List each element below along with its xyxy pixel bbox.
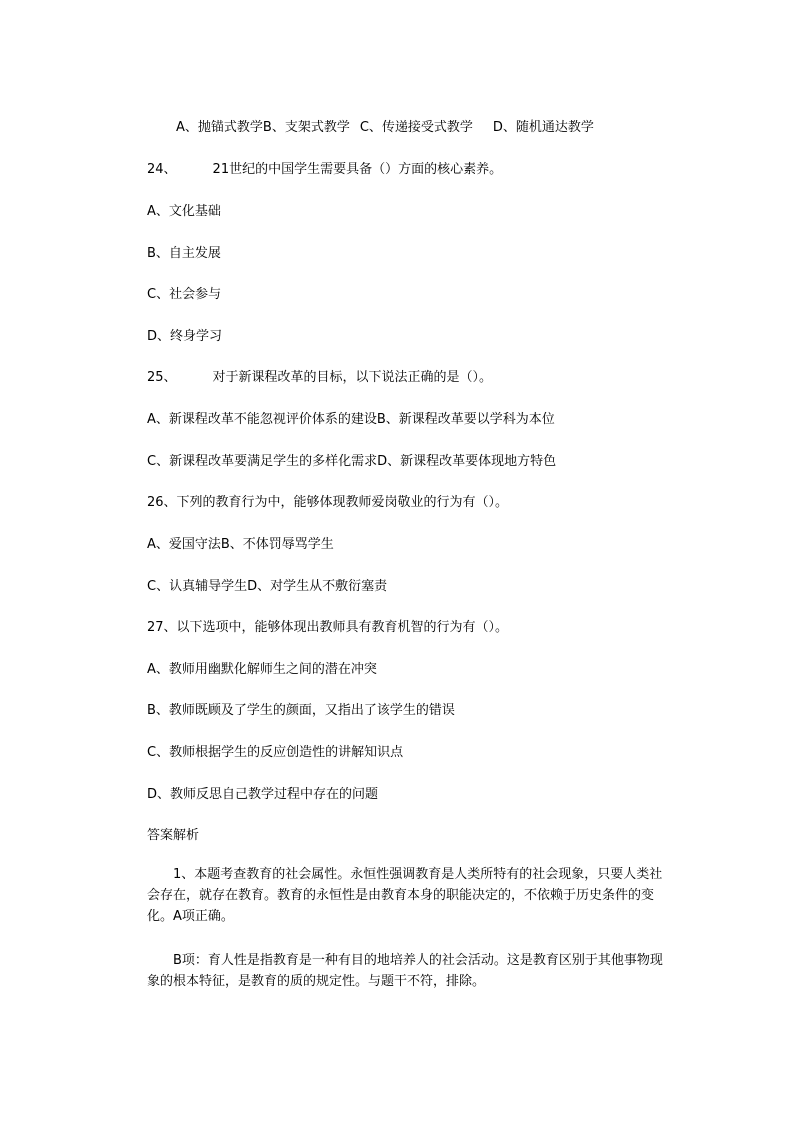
q23-option-a: A、抛锚式教学 bbox=[176, 120, 263, 135]
q27-option-c: C、教师根据学生的反应创造性的讲解知识点 bbox=[147, 745, 404, 760]
q25-stem-line bbox=[147, 368, 492, 388]
q24-option-d: D、终身学习 bbox=[147, 329, 223, 344]
answers-heading: 答案解析 bbox=[147, 828, 200, 843]
q24-option-c: C、社会参与 bbox=[147, 287, 222, 302]
q27-stem: 27、以下选项中，能够体现出教师具有教育机智的行为有（）。 bbox=[147, 620, 509, 635]
q23-option-c: C、传递接受式教学 bbox=[359, 120, 473, 135]
q24-number: 24、 bbox=[147, 162, 177, 177]
q25-options-cd: C、新课程改革要满足学生的多样化需求D、新课程改革要体现地方特色 bbox=[147, 454, 557, 469]
q27-option-d: D、教师反思自己教学过程中存在的问题 bbox=[147, 787, 379, 802]
answer-paragraph-2: B项：育人性是指教育是一种有目的地培养人的社会活动。这是教育区别于其他事物现象的根本特征，是教育的质的规定性。与题干不符，排除。 bbox=[147, 953, 663, 989]
q25-stem: 对于新课程改革的目标，以下说法正确的是（）。 bbox=[212, 370, 493, 385]
q24-stem-line bbox=[147, 160, 502, 180]
q24-stem: 21世纪的中国学生需要具备（）方面的核心素养。 bbox=[212, 162, 503, 177]
q27-option-a: A、教师用幽默化解师生之间的潜在冲突 bbox=[147, 662, 377, 677]
q26-options-ab: A、爱国守法B、不体罚辱骂学生 bbox=[147, 537, 334, 552]
q24-option-b: B、自主发展 bbox=[147, 246, 221, 261]
q23-option-d: D、随机通达教学 bbox=[492, 120, 594, 135]
q23-option-b: B、支架式教学 bbox=[262, 120, 350, 135]
q26-stem: 26、下列的教育行为中，能够体现教师爱岗敬业的行为有（）。 bbox=[147, 495, 509, 510]
q25-options-ab: A、新课程改革不能忽视评价体系的建设B、新课程改革要以学科为本位 bbox=[147, 412, 555, 427]
q26-options-cd: C、认真辅导学生D、对学生从不敷衍塞责 bbox=[147, 579, 388, 594]
answer-paragraph-1: 1、本题考查教育的社会属性。永恒性强调教育是人类所特有的社会现象，只要人类社会存在，就存在教育。教育的永恒性是由教育本身的职能决定的，不依赖于历史条件的变化。A项正确。 bbox=[147, 867, 663, 924]
q25-number: 25、 bbox=[147, 370, 177, 385]
q23-options-line bbox=[176, 118, 594, 138]
q24-option-a: A、文化基础 bbox=[147, 204, 221, 219]
q27-option-b: B、教师既顾及了学生的颜面，又指出了该学生的错误 bbox=[147, 703, 455, 718]
